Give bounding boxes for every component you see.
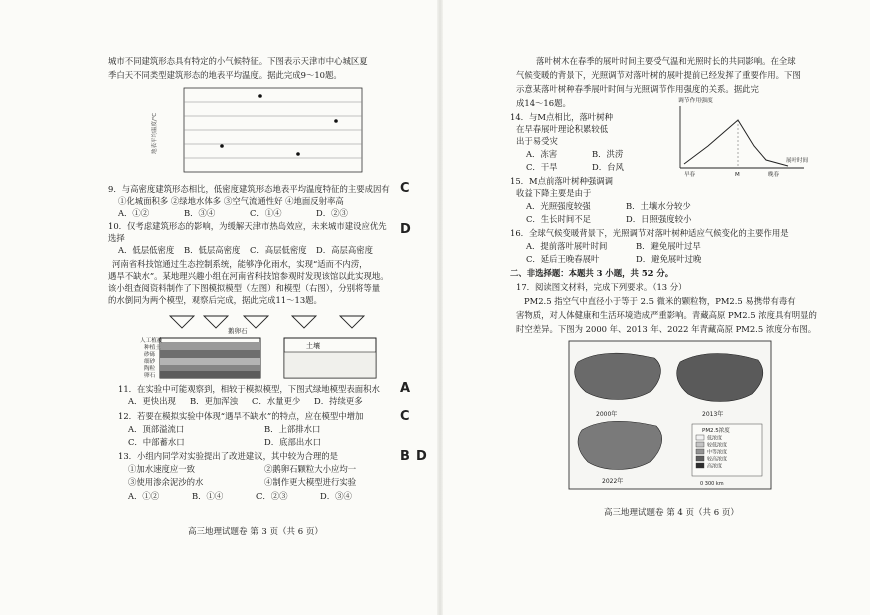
water-funnel — [340, 316, 364, 328]
choice-b[interactable]: B．更加浑浊 — [190, 396, 239, 406]
choice-d[interactable]: D．高层高密度 — [316, 245, 373, 255]
soil-fill — [284, 352, 376, 378]
data-point — [296, 152, 300, 156]
legend-item: 中等浓度 — [707, 449, 728, 456]
choice-c[interactable]: C．生长时间不足 — [526, 214, 592, 224]
model-layer — [160, 358, 260, 365]
legend-item: 较低浓度 — [707, 442, 728, 449]
handwritten-answer: A — [400, 381, 411, 396]
choice-d[interactable]: D．日照强度较小 — [626, 214, 692, 224]
choice-a[interactable]: A．①② — [128, 491, 160, 501]
q13-statements-row1 — [128, 464, 356, 475]
data-point — [334, 119, 338, 123]
exam-page-4 — [440, 0, 870, 615]
choice-d[interactable]: D．②③ — [316, 208, 348, 218]
choice-a[interactable]: A．低层低密度 — [118, 245, 175, 255]
choice-b[interactable]: B．低层高密度 — [184, 245, 241, 255]
choice-a[interactable]: A．冻害 — [526, 149, 558, 159]
section-heading: 二、非选择题：本题共 3 小题，共 52 分。 — [510, 268, 674, 278]
intro2-line: 遇旱不缺水”。某地理兴趣小组在河南省科技馆参观时发现该馆以此实现地。 — [108, 271, 389, 281]
q13-choices — [128, 491, 352, 502]
choice-a[interactable]: A．更快出现 — [128, 396, 176, 406]
model-layer — [160, 365, 260, 371]
q12-choices-row1 — [128, 424, 320, 435]
question-13: 13．小组内同学对实验提出了改进建议，其中较为合理的是 — [118, 451, 339, 461]
page-footer: 高三地理试题卷 第 4 页（共 6 页） — [604, 508, 739, 518]
intro-line: 成14～16题。 — [516, 98, 571, 108]
question-14-cont: 在早春展叶理论积累较低 — [516, 124, 609, 134]
choice-d[interactable]: D．避免展叶过晚 — [636, 254, 702, 264]
intro3-line: PM2.5 指空气中直径小于等于 2.5 微米的颗粒物，PM2.5 易携带有毒有 — [524, 296, 796, 306]
tick-label: 早春 — [684, 172, 696, 178]
choice-a[interactable]: A．顶部溢流口 — [128, 424, 185, 434]
q16-choices-row2 — [526, 254, 701, 265]
question-16: 16．全球气候变暖背景下，光照调节对落叶树种适应气候变化的主要作用是 — [510, 228, 789, 238]
intro2-line: 河南省科技馆通过生态控制系统，能够净化雨水，实现“适而不内涝， — [112, 259, 368, 269]
choice-d[interactable]: D．台风 — [592, 162, 624, 172]
choice-d[interactable]: D．③④ — [320, 491, 352, 501]
statement: ③使用渗余泥沙的水 — [128, 477, 204, 487]
intro-line: 季白天不同类型建筑形态的地表平均温度。据此完成9～10题。 — [108, 70, 342, 80]
layer-label: 砂砾 — [144, 352, 156, 358]
intro-line: 城市不同建筑形态具有特定的小气候特征。下图表示天津市中心城区夏 — [108, 56, 368, 66]
model-layer — [160, 342, 260, 350]
data-point — [220, 144, 224, 148]
handwritten-answer: C — [400, 181, 410, 196]
intro-line: 落叶树木在春季的展叶时间主要受气温和光照时长的共同影响。在全球 — [536, 56, 796, 66]
choice-b[interactable]: B．上部排水口 — [264, 424, 321, 434]
question-11: 11．在实验中可能观察到，相较于模拟模型，下图式绿地模型表面积水 — [118, 384, 380, 394]
layer-label: 陶粒 — [144, 366, 156, 372]
leafout-chart — [668, 94, 818, 180]
page-footer: 高三地理试题卷 第 3 页（共 6 页） — [188, 527, 323, 537]
choice-b[interactable]: B．①④ — [192, 491, 224, 501]
tick-label: 晚春 — [768, 172, 780, 178]
q15-choices-row1 — [526, 201, 691, 212]
statement: ④制作更大模型进行实验 — [264, 477, 357, 487]
question-14: 14．与M点相比，落叶树种 — [510, 112, 613, 122]
legend-title: PM2.5浓度 — [702, 428, 730, 434]
choice-c[interactable]: C．高层低密度 — [250, 245, 307, 255]
choice-c[interactable]: C．①④ — [250, 208, 282, 218]
legend-item: 低浓度 — [707, 435, 723, 442]
question-15-cont: 收益下降主要是由于 — [516, 188, 592, 198]
question-10: 10．仅考虑建筑形态的影响，为缓解天津市热岛效应，未来城市建设应优先 — [108, 221, 387, 231]
choice-b[interactable]: B．避免展叶过早 — [636, 241, 701, 251]
data-point — [258, 94, 262, 98]
q16-choices-row1 — [526, 241, 701, 252]
intro2-line: 该小组查阅资料制作了下图模拟模型（左图）和模型（右图），分别将等量 — [108, 283, 381, 293]
choice-c[interactable]: C．中部蓄水口 — [128, 437, 185, 447]
q10-choices — [118, 245, 373, 256]
layer-label: 细砂 — [144, 359, 156, 365]
question-10-cont: 选择 — [108, 233, 125, 243]
plateau-map-2022 — [578, 421, 662, 469]
scale-bar-label: 0 300 km — [700, 481, 724, 487]
legend-item: 高浓度 — [707, 463, 723, 470]
layer-label: 卵石 — [144, 373, 156, 379]
choice-c[interactable]: C．水量更少 — [252, 396, 301, 406]
label-stone: 鹅卵石 — [228, 327, 248, 335]
intro2-line: 的水倒同为两个模型，观察后完成，据此完成11～13题。 — [108, 295, 322, 305]
plateau-map-2013 — [677, 354, 763, 402]
statement: ②鹅卵石颗粒大小应均一 — [264, 464, 357, 474]
question-12: 12．若要在模拟实验中体现“遇旱不缺水”的特点，应在模型中增加 — [118, 411, 364, 421]
choice-c[interactable]: C．②③ — [256, 491, 288, 501]
model-diagram — [140, 312, 380, 384]
map-year-label: 2013年 — [702, 411, 724, 418]
chart-title: 调节作用强度 — [678, 98, 713, 104]
plateau-map-2000 — [575, 353, 661, 399]
q9-statements: ①化城面积多 ②绿地水体多 ③空气流通性好 ④地面反射率高 — [118, 196, 344, 206]
legend-swatch — [696, 449, 704, 454]
choice-b[interactable]: B．洪涝 — [592, 149, 624, 159]
label-soil: 土壤 — [306, 342, 320, 350]
intro3-line: 时空差异。下图为 2000 年、2013 年、2022 年青藏高原 PM2.5 浓度分布图。 — [516, 324, 817, 334]
legend-swatch — [696, 463, 704, 468]
q14-choices-row1 — [526, 149, 623, 160]
choice-a[interactable]: A．①② — [118, 208, 150, 218]
layer-label: 人工植被 — [140, 338, 163, 344]
water-funnel — [292, 316, 316, 328]
q15-choices-row2 — [526, 214, 691, 225]
choice-d[interactable]: D．持续更多 — [314, 396, 363, 406]
q12-choices-row2 — [128, 437, 321, 448]
temperature-chart — [150, 84, 372, 182]
model-layer — [160, 350, 260, 358]
tick-label: M — [735, 172, 740, 178]
water-funnel — [244, 316, 268, 328]
legend-item: 较高浓度 — [707, 456, 728, 463]
pm25-map-panel — [568, 340, 772, 490]
legend-swatch — [696, 442, 704, 447]
choice-d[interactable]: D．底部出水口 — [264, 437, 321, 447]
choice-b[interactable]: B．③④ — [184, 208, 216, 218]
question-9: 9．与高密度建筑形态相比，低密度建筑形态地表平均温度特征的主要成因有 — [108, 184, 390, 194]
question-14-cont: 出于易受灾 — [516, 136, 558, 146]
statement: ①加水速度应一致 — [128, 464, 195, 474]
map-year-label: 2022年 — [602, 478, 624, 485]
water-funnel — [170, 316, 194, 328]
choice-c[interactable]: C．延后王晚春展叶 — [526, 254, 600, 264]
chart-xlabel: 展叶时间 — [786, 158, 809, 164]
series-line — [684, 120, 788, 166]
handwritten-answer: C — [400, 409, 410, 424]
handwritten-answer: D — [400, 222, 411, 237]
question-15: 15．M点前落叶树种强调调 — [510, 176, 613, 186]
intro-line: 示意某落叶树种春季展叶时间与光照调节作用强度的关系。据此完 — [516, 84, 759, 94]
legend-swatch — [696, 456, 704, 461]
intro3-line: 害物质，对人体健康和生活环境造成严重影响。青藏高原 PM2.5 浓度具有明显的 — [516, 310, 817, 320]
model-layer — [160, 371, 260, 378]
q14-choices-row2 — [526, 162, 624, 173]
handwritten-answer: B — [400, 449, 410, 464]
question-17: 17．阅读图文材料，完成下列要求。（13 分） — [516, 282, 687, 292]
choice-c[interactable]: C．干旱 — [526, 162, 558, 172]
choice-a[interactable]: A．光照强度较强 — [526, 201, 591, 211]
choice-b[interactable]: B．土壤水分较少 — [626, 201, 691, 211]
handwritten-answer: D — [416, 449, 427, 464]
legend-swatch — [696, 435, 704, 440]
q13-statements-row2 — [128, 477, 356, 488]
q11-choices — [128, 396, 363, 407]
chart-ylabel: 地表平均温度/℃ — [152, 112, 158, 154]
q9-choices — [118, 208, 348, 219]
map-year-label: 2000年 — [596, 411, 618, 418]
layer-label: 种植土 — [144, 345, 161, 351]
water-funnel — [204, 316, 228, 328]
choice-a[interactable]: A．提前落叶展叶时间 — [526, 241, 608, 251]
intro-line: 气候变暖的背景下，光照调节对落叶树的展叶提前已经发挥了重要作用。下图 — [516, 70, 801, 80]
